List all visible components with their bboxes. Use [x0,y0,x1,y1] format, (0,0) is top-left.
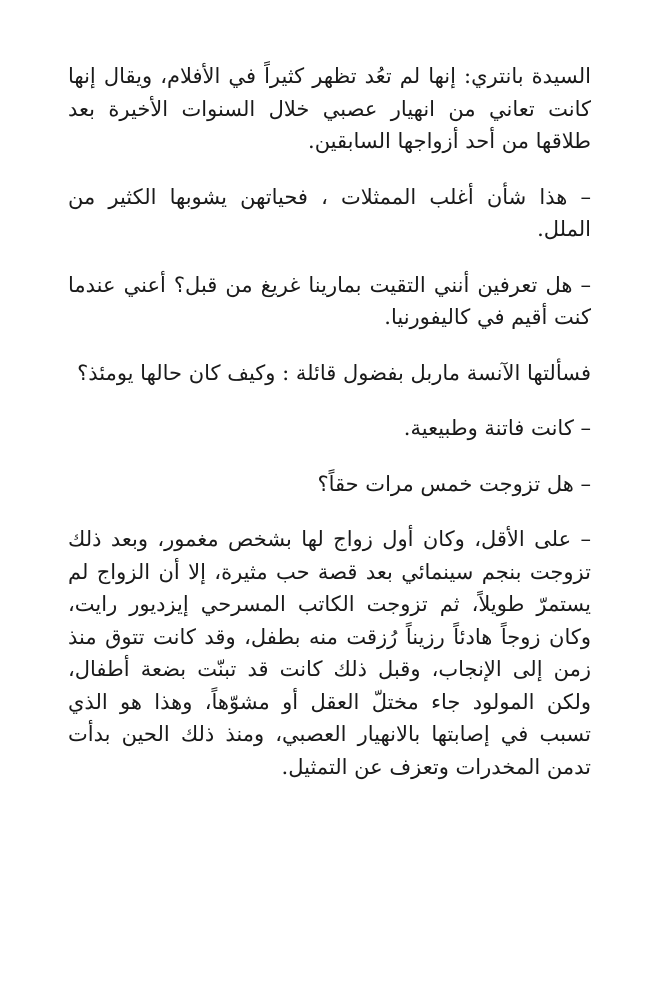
page-text [68,60,591,806]
paragraph-5: – كانت فاتنة وطبيعية. [403,416,591,440]
paragraph-4: فسألتها الآنسة ماربل بفضول قائلة : وكيف كان حالها يومئذ؟ [77,360,591,385]
paragraph-7: – على الأقل، وكان أول زواج لها بشخص مغمور، وبعد ذلك تزوجت بنجم سينمائي بعد قصة حب مثيرة، إلا أن الزواج لم يستمرّ طويلاً، ثم تزوجت الكاتب المسرحي إيزديور رايت، وكان زوجاً هادئاً رزيناً رُزقت منه بطفل، وقد كانت تتوق منذ زمن إلى الإنجاب، وقبل ذلك كانت قد تبنّت بضعة أطفال، ولكن المولود جاء مختلّ العقل أو مشوّهاً، وهذا هو الذي تسبب في إصابتها بالانهيار العصبي، ومنذ ذلك الحين بدأت تدمن المخدرات وتعزف عن التمثيل. [68,527,591,779]
paragraph-3: – هل تعرفين أنني التقيت بمارينا غريغ من قبل؟ أعني عندما كنت أقيم في كاليفورنيا. [68,272,591,329]
paragraph-6: – هل تزوجت خمس مرات حقاً؟ [317,471,591,496]
paragraph-1: السيدة بانتري: إنها لم تعُد تظهر كثيراً في الأفلام، ويقال إنها كانت تعاني من انهيار عصبي خلال السنوات الأخيرة بعد طلاقها من أحد أزواجها السابقين. [68,64,591,153]
paragraph-2: – هذا شأن أغلب الممثلات ، فحياتهن يشوبها الكثير من الملل. [68,184,591,241]
